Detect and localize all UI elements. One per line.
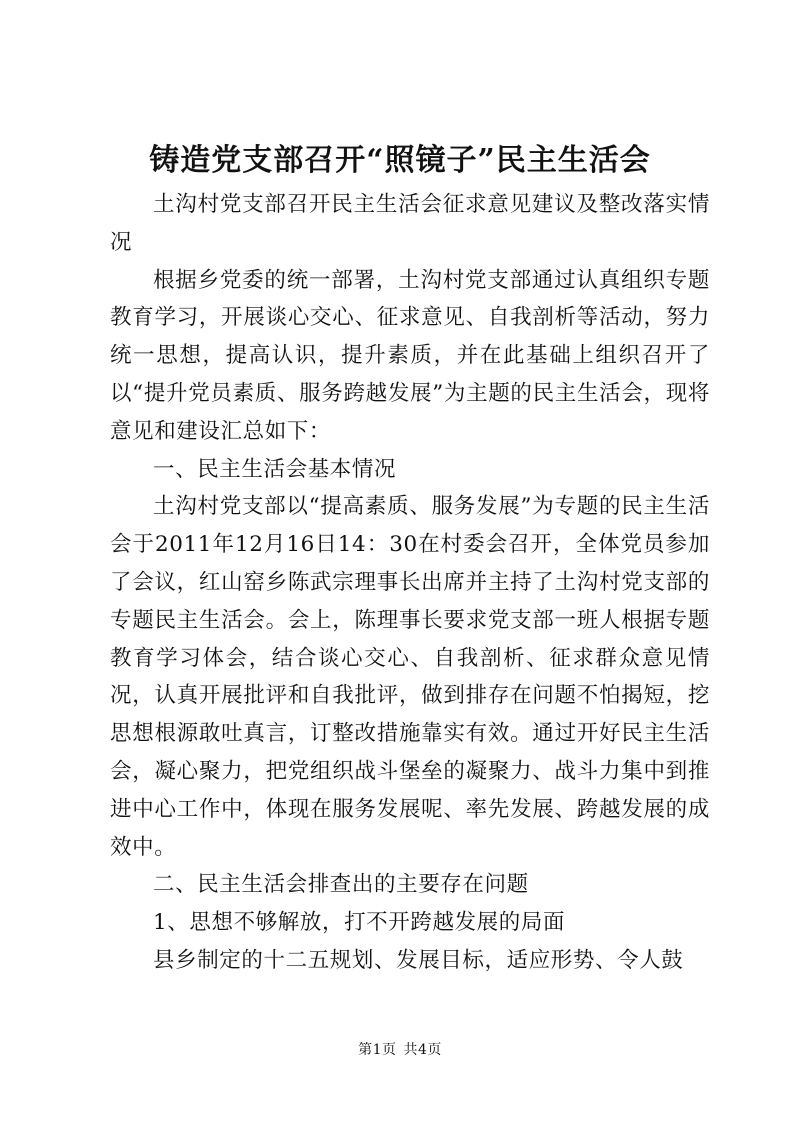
section-heading-2: 二、民主生活会排查出的主要存在问题	[153, 872, 529, 898]
page-total: 共4页	[403, 1042, 442, 1058]
page-footer	[0, 1040, 800, 1060]
document-title: 铸造党支部召开“照镜子”民主生活会	[149, 143, 651, 178]
section-heading-1: 一、民主生活会基本情况	[153, 456, 397, 482]
section-1-paragraph: 土沟村党支部以“提高素质、服务发展”为专题的民主生活会于2011年12月16日14：30在村委会召开，全体党员参加了会议，红山窑乡陈武宗理事长出席并主持了土沟村党支部的专题民主生活会。会上，陈理事长要求党支部一班人根据专题教育学习体会，结合谈心交心、自我剖析、征求群众意见情况，认真开展批评和自我批评，做到排存在问题不怕揭短，挖思想根源敢吐真言，订整改措施靠实有效。通过开好民主生活会，凝心聚力，把党组织战斗堡垒的凝聚力、战斗力集中到推进中心工作中，体现在服务发展呢、率先发展、跨越发展的成效中。	[110, 494, 710, 860]
document-body	[110, 186, 710, 980]
page-number: 第1页	[358, 1042, 397, 1058]
subsection-1-paragraph: 县乡制定的十二五规划、发展目标，适应形势、令人鼓	[153, 947, 684, 973]
subsection-heading-1: 1、思想不够解放，打不开跨越发展的局面	[153, 910, 566, 936]
subtitle-paragraph: 土沟村党支部召开民主生活会征求意见建议及整改落实情况	[110, 192, 710, 255]
intro-paragraph: 根据乡党委的统一部署，土沟村党支部通过认真组织专题教育学习，开展谈心交心、征求意见、自我剖析等活动，努力统一思想，提高认识，提升素质，并在此基础上组织召开了以“提升党员素质、服务跨越发展”为主题的民主生活会，现将意见和建设汇总如下：	[110, 267, 710, 444]
